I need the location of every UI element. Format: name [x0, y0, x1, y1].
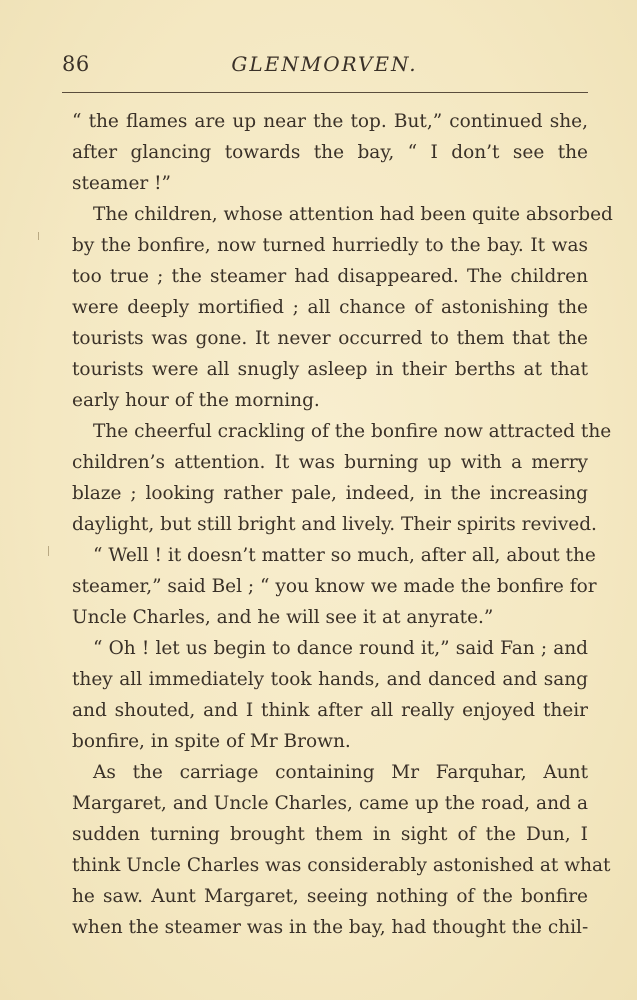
text-line: Uncle Charles, and he will see it at anyrate.”: [72, 607, 494, 628]
page-number: 86: [62, 52, 90, 76]
text-line: tourists was gone. It never occurred to them that the: [72, 328, 588, 349]
text-line: The cheerful crackling of the bonfire now attracted the: [93, 421, 612, 442]
text-line: he saw. Aunt Margaret, seeing nothing of the bonfire: [72, 886, 588, 907]
text-line: they all immediately took hands, and danced and sang: [72, 669, 588, 690]
text-line: blaze ; looking rather pale, indeed, in the increasing: [72, 483, 588, 504]
text-line: after glancing towards the bay, “ I don’t see the: [72, 142, 588, 163]
text-line: Margaret, and Uncle Charles, came up the road, and a: [72, 793, 588, 814]
text-line: early hour of the morning.: [72, 390, 320, 411]
text-line: “ Oh ! let us begin to dance round it,” said Fan ; and: [93, 638, 588, 659]
page-header: [62, 52, 587, 84]
margin-mark: [38, 232, 39, 240]
text-line: “ the flames are up near the top. But,” continued she,: [72, 111, 588, 132]
text-line: children’s attention. It was burning up with a merry: [72, 452, 588, 473]
text-line: “ Well ! it doesn’t matter so much, after all, about the: [93, 545, 596, 566]
text-line: tourists were all snugly asleep in their berths at that: [72, 359, 588, 380]
text-line: daylight, but still bright and lively. Their spirits revived.: [72, 514, 597, 535]
margin-mark: [48, 546, 49, 556]
text-line: were deeply mortified ; all chance of astonishing the: [72, 297, 588, 318]
text-line: As the carriage containing Mr Farquhar, Aunt: [93, 762, 588, 783]
text-line: and shouted, and I think after all really enjoyed their: [72, 700, 588, 721]
running-head: GLENMORVEN.: [231, 52, 418, 76]
body-text: [72, 106, 613, 943]
text-line: The children, whose attention had been quite absorbed: [93, 204, 613, 225]
text-line: sudden turning brought them in sight of the Dun, I: [72, 824, 588, 845]
header-rule: [62, 92, 588, 93]
text-line: steamer,” said Bel ; “ you know we made the bonfire for: [72, 576, 597, 597]
text-line: think Uncle Charles was considerably astonished at what: [72, 855, 611, 876]
text-line: steamer !”: [72, 173, 172, 194]
text-line: bonfire, in spite of Mr Brown.: [72, 731, 351, 752]
text-line: too true ; the steamer had disappeared. The children: [72, 266, 588, 287]
text-line: when the steamer was in the bay, had thought the chil-: [72, 917, 589, 938]
text-line: by the bonfire, now turned hurriedly to the bay. It was: [72, 235, 588, 256]
